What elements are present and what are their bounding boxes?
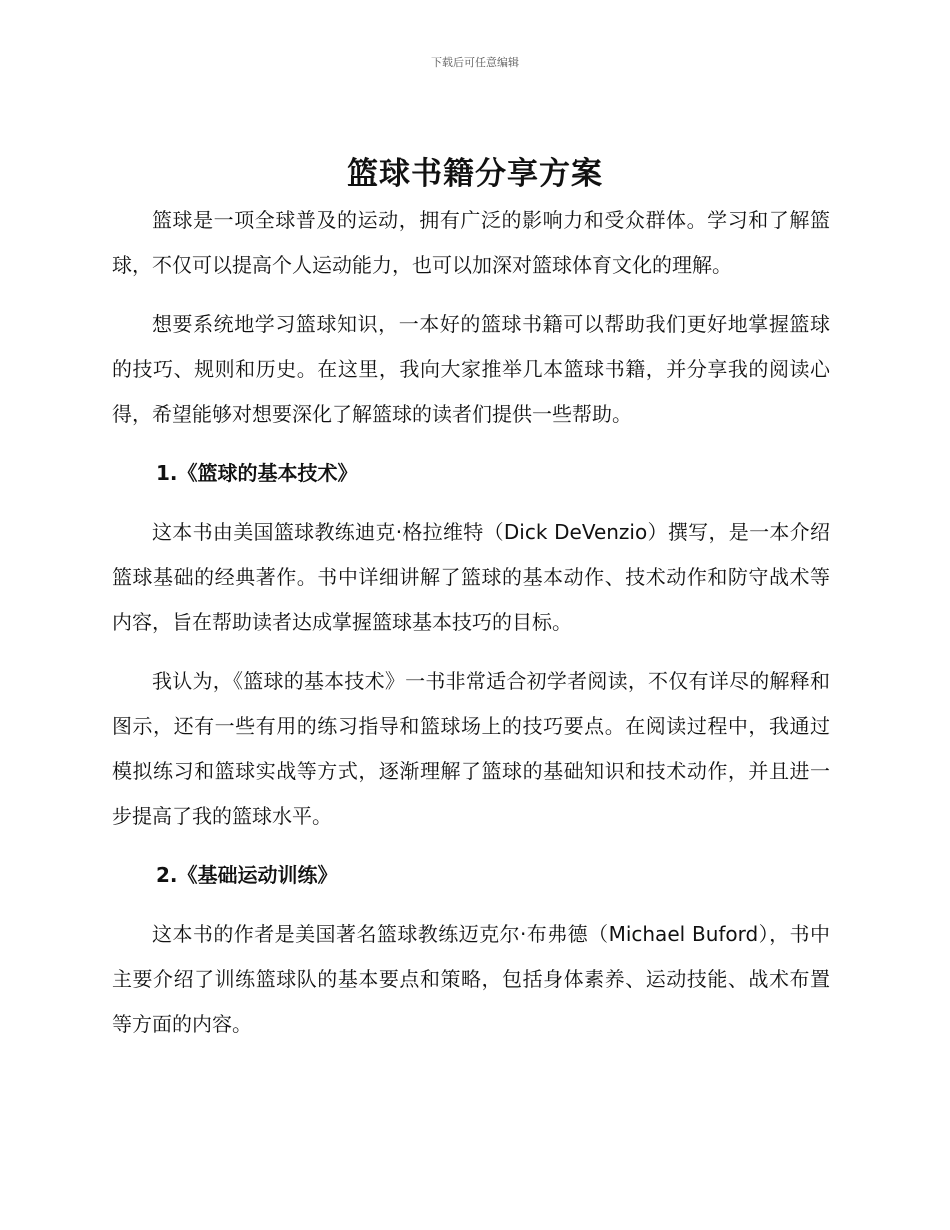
document-title: 篮球书籍分享方案 [347, 156, 603, 192]
section-1-paragraph-2: 我认为，《篮球的基本技术》一书非常适合初学者阅读，不仅有详尽的解释和图示，还有一些有用的练习指导和篮球场上的技巧要点。在阅读过程中，我通过模拟练习和篮球实战等方式，逐渐理解了篮球的基础知识和技术动作，并且进一步提高了我的篮球水平。 [112, 669, 830, 828]
section-2-paragraph-1: 这本书的作者是美国著名篮球教练迈克尔·布弗德（Michael Buford），书中主要介绍了训练篮球队的基本要点和策略，包括身体素养、运动技能、战术布置等方面的内容。 [112, 922, 830, 1036]
section-1-paragraph-1: 这本书由美国篮球教练迪克·格拉维特（Dick DeVenzio）撰写，是一本介绍篮球基础的经典著作。书中详细讲解了篮球的基本动作、技术动作和防守战术等内容，旨在帮助读者达成掌握篮球基本技巧的目标。 [112, 520, 830, 634]
page-header-note: 下载后可任意编辑 [431, 56, 519, 69]
document-body [112, 198, 830, 1061]
section-heading-2: 2.《基础运动训练》 [156, 863, 338, 887]
section-heading-1: 1.《篮球的基本技术》 [156, 461, 358, 485]
intro-paragraph-2: 想要系统地学习篮球知识，一本好的篮球书籍可以帮助我们更好地掌握篮球的技巧、规则和历史。在这里，我向大家推举几本篮球书籍，并分享我的阅读心得，希望能够对想要深化了解篮球的读者们提供一些帮助。 [112, 312, 830, 426]
intro-paragraph-1: 篮球是一项全球普及的运动，拥有广泛的影响力和受众群体。学习和了解篮球，不仅可以提高个人运动能力，也可以加深对篮球体育文化的理解。 [112, 208, 830, 277]
